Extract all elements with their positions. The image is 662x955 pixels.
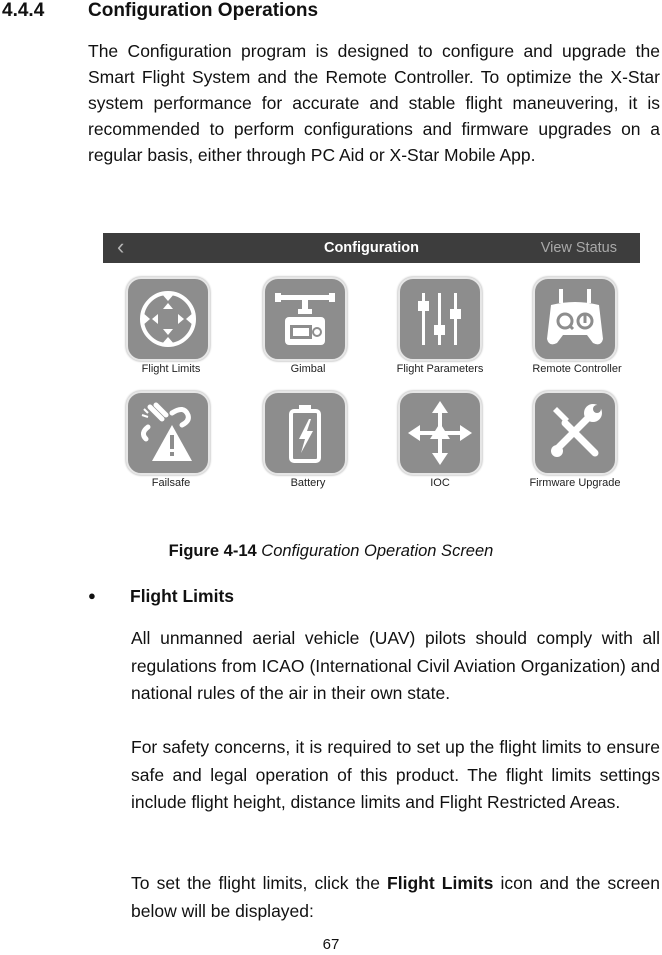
- figure-label: Figure 4-14: [168, 542, 257, 560]
- tile-label: Flight Parameters: [396, 363, 484, 375]
- flight-limits-icon: [128, 279, 208, 359]
- tile-label: Remote Controller: [532, 363, 622, 375]
- tile-label: Battery: [290, 477, 326, 489]
- failsafe-icon: [128, 393, 208, 473]
- instr-before: To set the flight limits, click the: [131, 873, 388, 893]
- tile-label: Gimbal: [290, 363, 326, 375]
- configuration-screenshot: [103, 233, 640, 503]
- view-status-link[interactable]: View Status: [540, 240, 617, 256]
- tile-flight-parameters[interactable]: [375, 277, 485, 387]
- battery-icon: [265, 393, 345, 473]
- paragraph-safety: For safety concerns, it is required to set up the flight limits to ensure safe and legal operation of this product. The flight limits settings include flight height, distance limits and Flight Restricted Areas.: [131, 737, 660, 812]
- section-number: 4.4.4: [2, 0, 45, 21]
- instr-after: icon and the screen below will be displayed:: [131, 873, 660, 921]
- tile-battery[interactable]: [240, 391, 350, 501]
- bullet-title: Flight Limits: [130, 586, 235, 606]
- tile-failsafe[interactable]: [103, 391, 213, 501]
- section-heading: [2, 0, 318, 22]
- tile-label: Firmware Upgrade: [529, 477, 621, 489]
- gimbal-icon: [265, 279, 345, 359]
- tools-icon: [535, 393, 615, 473]
- section-title: Configuration Operations: [88, 0, 319, 21]
- bullet-dot: ●: [88, 588, 96, 603]
- ioc-arrows-icon: [400, 393, 480, 473]
- instr-bold: Flight Limits: [387, 873, 494, 893]
- tile-gimbal[interactable]: [240, 277, 350, 387]
- intro-paragraph: The Configuration program is designed to configure and upgrade the Smart Flight System and the Remote Controller. To optimize the X-Star system performance for accurate and stable flight maneuvering, it is recommended to perform configurations and firmware upgrades on a regular basis, either through PC Aid or X-Star Mobile App.: [88, 41, 660, 165]
- tile-flight-limits[interactable]: [103, 277, 213, 387]
- paragraph-regulations: All unmanned aerial vehicle (UAV) pilots should comply with all regulations from ICAO (International Civil Aviation Organization) and national rules of the air in their own state.: [131, 628, 660, 703]
- tile-label: IOC: [430, 477, 450, 489]
- tile-firmware-upgrade[interactable]: [510, 391, 620, 501]
- screen-title: Configuration: [323, 240, 420, 256]
- sliders-icon: [400, 279, 480, 359]
- remote-controller-icon: [535, 279, 615, 359]
- tile-remote-controller[interactable]: [510, 277, 620, 387]
- figure-caption: [0, 542, 662, 561]
- figure-caption-text: Configuration Operation Screen: [261, 542, 494, 560]
- tile-label: Flight Limits: [141, 363, 201, 375]
- tile-label: Failsafe: [151, 477, 191, 489]
- page-number: 67: [322, 936, 340, 953]
- paragraph-instructions: [131, 870, 660, 925]
- tile-ioc[interactable]: [375, 391, 485, 501]
- title-bar: [103, 233, 640, 263]
- bullet-heading: [88, 586, 234, 607]
- chevron-left-icon[interactable]: ‹: [117, 234, 125, 259]
